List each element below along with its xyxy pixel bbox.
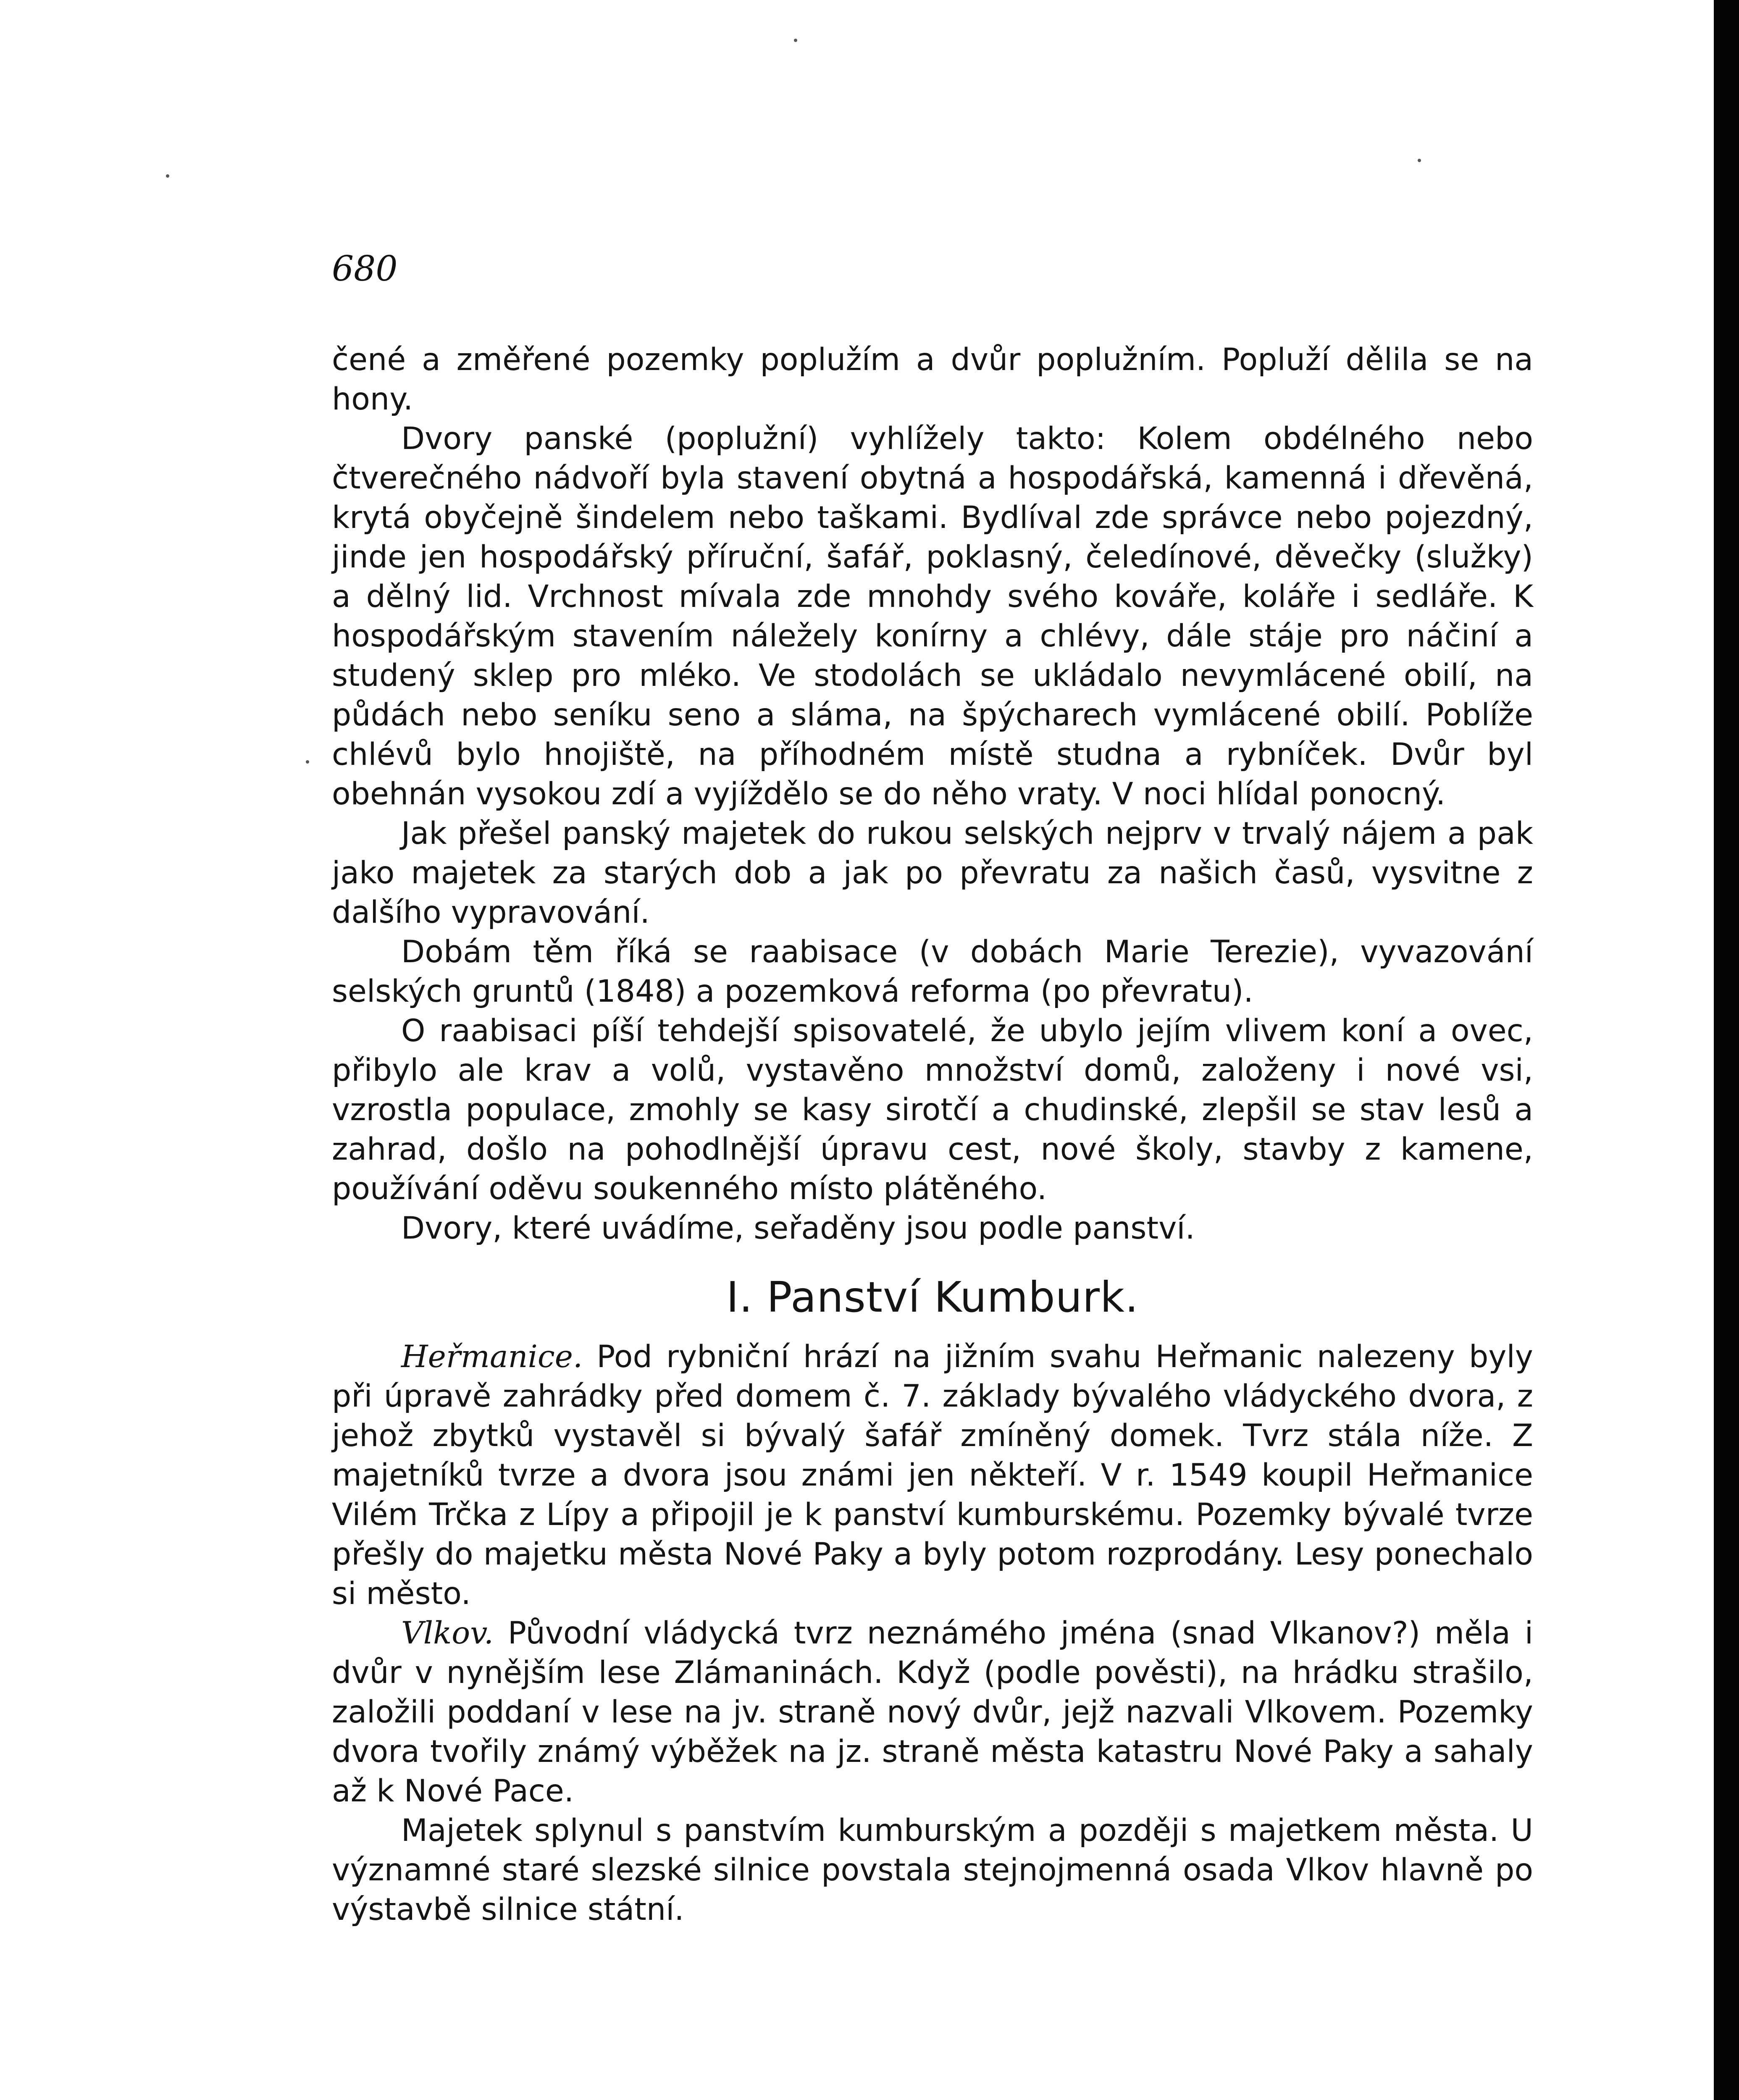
paragraph: Dobám těm říká se raabisace (v dobách Marie Terezie), vyvazování selských gruntů (1848) a pozemková reforma (po převratu). xyxy=(332,934,1533,1009)
dust-speck xyxy=(1418,159,1421,162)
paragraph: Jak přešel panský majetek do rukou selských nejprv v trvalý nájem a pak jako majetek za starých dob a jak po převratu za našich časů, vysvitne z dalšího vypravování. xyxy=(332,816,1533,930)
dust-speck xyxy=(166,174,169,178)
paragraph: Majetek splynul s panstvím kumburským a později s majetkem města. U významné staré slezské silnice povstala stejnojmenná osada Vlkov hlavně po výstavbě silnice státní. xyxy=(332,1813,1533,1927)
page-body xyxy=(332,340,1533,1929)
paragraph-vlkov xyxy=(332,1614,1533,1811)
paragraph: čené a změřené pozemky poplužím a dvůr poplužním. Popluží dělila se na hony. xyxy=(332,342,1533,417)
page-number: 680 xyxy=(332,249,398,289)
scan-edge xyxy=(1714,0,1739,2100)
paragraph-hermanice xyxy=(332,1337,1533,1614)
place-name: Heřmanice. xyxy=(401,1339,583,1375)
paragraph: O raabisaci píší tehdejší spisovatelé, že ubylo jejím vlivem koní a ovec, přibylo ale krav a volů, vystavěno množství domů, založeny i nové vsi, vzrostla populace, zmohly se kasy sirotčí a chudinské, zlepšil se stav lesů a zahrad, došlo na pohodlnější úpravu cest, nové školy, stavby z kamene, používání oděvu soukenného místo plátěného. xyxy=(332,1013,1533,1207)
section-heading: I. Panství Kumburk. xyxy=(726,1273,1139,1322)
paragraph-text: Původní vládycká tvrz neznámého jména (snad Vlkanov?) měla i dvůr v nynějším lese Zlámaninách. Když (podle pověsti), na hrádku strašilo, založili poddaní v lese na jv. straně nový dvůr, jejž nazvali Vlkovem. Pozemky dvora tvořily známý výběžek na jz. straně města katastru Nové Paky a sahaly až k Nové Pace. xyxy=(332,1615,1533,1809)
dust-speck xyxy=(794,39,797,42)
paragraph-text: Pod rybniční hrází na jižním svahu Heřmanic nalezeny byly při úpravě zahrádky před domem č. 7. základy bývalého vládyckého dvora, z jehož zbytků vystavěl si bývalý šafář zmíněný domek. Tvrz stála níže. Z majetníků tvrze a dvora jsou známi jen někteří. V r. 1549 koupil Heřmanice Vilém Trčka z Lípy a připojil je k panství kumburskému. Pozemky bývalé tvrze přešly do majetku města Nové Paky a byly potom rozprodány. Lesy ponechalo si město. xyxy=(332,1339,1533,1612)
place-name: Vlkov. xyxy=(401,1615,494,1651)
paragraph: Dvory panské (poplužní) vyhlížely takto: Kolem obdélného nebo čtverečného nádvoří byla stavení obytná a hospodářská, kamenná i dřevěná, krytá obyčejně šindelem nebo taškami. Bydlíval zde správce nebo pojezdný, jinde jen hospodářský příruční, šafář, poklasný, čeledínové, děvečky (služky) a dělný lid. Vrchnost mívala zde mnohdy svého kováře, koláře i sedláře. K hospodářským stavením náležely konírny a chlévy, dále stáje pro náčiní a studený sklep pro mléko. Ve stodolách se ukládalo nevymlácené obilí, na půdách nebo seníku seno a sláma, na špýcharech vymlácené obilí. Poblíže chlévů bylo hnojiště, na příhodném místě studna a rybníček. Dvůr byl obehnán vysokou zdí a vyjíždělo se do něho vraty. V noci hlídal ponocný. xyxy=(332,421,1533,812)
paragraph: Dvory, které uvádíme, seřaděny jsou podle panství. xyxy=(401,1210,1195,1246)
dust-speck xyxy=(306,760,309,764)
